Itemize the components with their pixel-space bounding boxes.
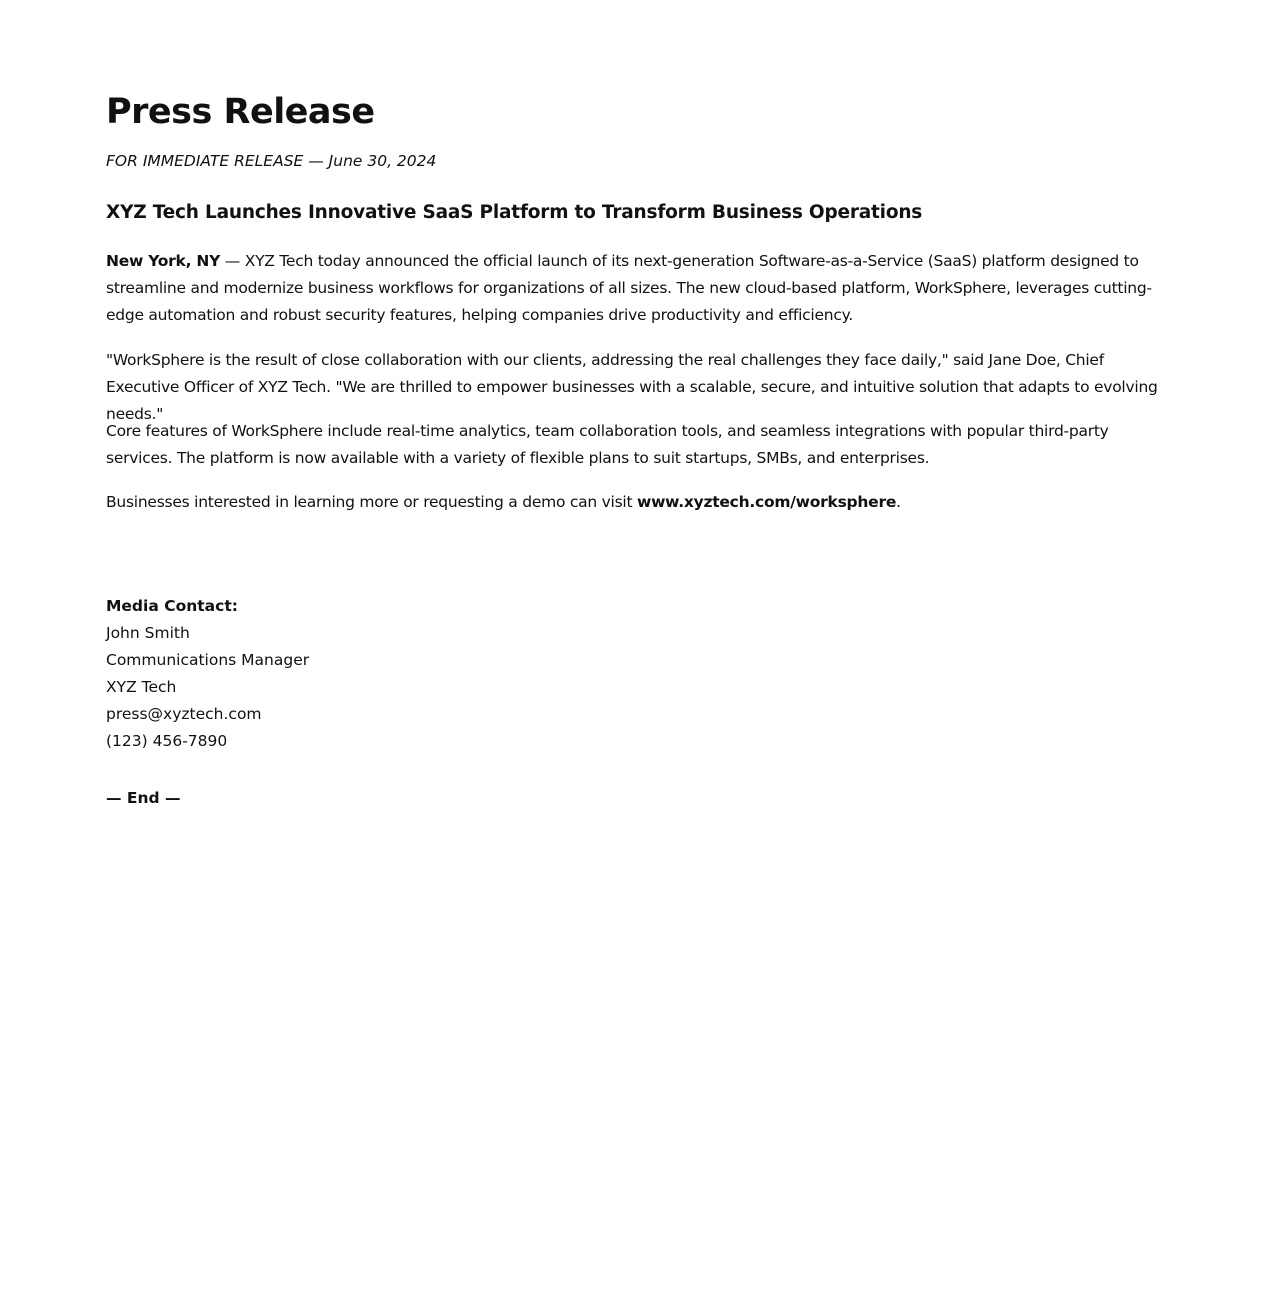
contact-name: John Smith: [106, 624, 190, 642]
paragraph-intro: [106, 248, 1174, 329]
end-marker: — End —: [106, 789, 181, 807]
location: New York, NY: [106, 252, 221, 270]
paragraph-features: Core features of WorkSphere include real-time analytics, team collaboration tools, and seamless integrations with popular third-party services. The platform is now available with a variety of flexible plans to suit startups, SMBs, and enterprises.: [106, 422, 1109, 467]
worksphere-link[interactable]: www.xyztech.com/worksphere: [637, 493, 897, 511]
cta-text: Businesses interested in learning more or requesting a demo can visit: [106, 493, 637, 511]
cta-period: .: [896, 493, 901, 511]
contact-heading: Media Contact:: [106, 597, 238, 615]
headline: XYZ Tech Launches Innovative SaaS Platform to Transform Business Operations: [106, 202, 923, 223]
contact-role: Communications Manager: [106, 651, 310, 669]
contact-phone: (123) 456-7890: [106, 732, 228, 750]
contact-company: XYZ Tech: [106, 678, 177, 696]
intro-text: — XYZ Tech today announced the official launch of its next-generation Software-as-a-Service (SaaS) platform designed to streamline and modernize business workflows for organizations of all sizes. The new cloud-based platform, WorkSphere, leverages cutting-edge automation and robust security features, helping companies drive productivity and efficiency.: [106, 252, 1152, 324]
page-title: Press Release: [106, 92, 375, 132]
contact-email: press@xyztech.com: [106, 705, 262, 723]
dateline: FOR IMMEDIATE RELEASE — June 30, 2024: [106, 152, 437, 170]
paragraph-quote: "WorkSphere is the result of close collaboration with our clients, addressing the real challenges they face daily," said Jane Doe, Chief Executive Officer of XYZ Tech. "We are thrilled to empower businesses with a scalable, secure, and intuitive solution that adapts to evolving needs.": [106, 351, 1158, 423]
paragraph-cta: [106, 489, 1174, 516]
media-contact: [106, 593, 309, 755]
